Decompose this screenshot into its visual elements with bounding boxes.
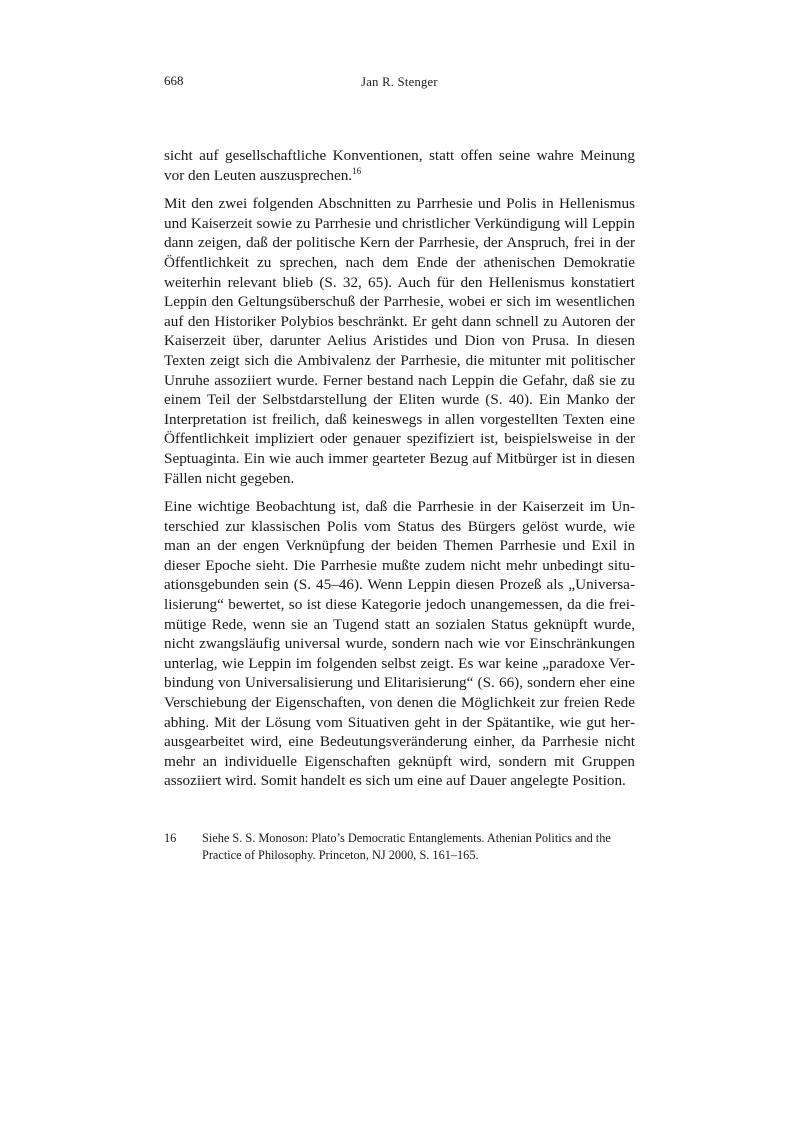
main-text <box>164 146 635 800</box>
paragraph-1-text: sicht auf gesellschaftliche Konventionen, statt offen seine wahre Meinung vor den Leuten auszusprechen. <box>164 147 635 184</box>
paragraph-1 <box>164 146 635 185</box>
running-head: Jan R. Stenger <box>361 75 438 89</box>
footnote-text: Siehe S. S. Monoson: Plato’s Democratic Entanglements. Athenian Politics and the Practice of Philosophy. Princeton, NJ 2000, S. 161–165. <box>202 831 611 862</box>
footnote <box>164 830 635 863</box>
paragraph-3: Eine wichtige Beobachtung ist, daß die Parrhesie in der Kaiserzeit im Unterschied zur klassischen Polis vom Status des Bürgers gelöst wurde, wie man an der engen Verknüpfung der beiden Themen Parrhesie und Exil in dieser Epoche sieht. Die Parrhesie mußte zudem nicht mehr unbedingt situationsgebunden sein (S. 45–46). Wenn Leppin diesen Prozeß als „Universalisierung“ bewertet, so ist diese Kategorie jedoch unangemessen, da die freimütige Rede, wenn sie an Tugend statt an sozialen Status geknüpft wurde, nicht zwangsläufig universal wurde, sondern nach wie vor Einschränkungen unterlag, wie Leppin im folgenden selbst zeigt. Es war keine „paradoxe Verbindung von Universalisierung und Elitarisierung“ (S. 66), sondern eher eine Verschiebung der Eigenschaften, von denen die Möglichkeit zur freien Rede abhing. Mit der Lösung vom Situativen geht in der Spätantike, wie gut herausgearbeitet wird, eine Bedeutungsveränderung einher, da Parrhesie nicht mehr an individuelle Eigenschaften geknüpft wird, sondern mit Gruppen assoziiert wird. Somit handelt es sich um eine auf Dauer angelegte Position. <box>164 498 635 790</box>
page-number: 668 <box>164 73 184 88</box>
footnote-reference[interactable]: 16 <box>352 165 362 176</box>
paragraph-2: Mit den zwei folgenden Abschnitten zu Parrhesie und Polis in Hellenismus und Kaiserzeit sowie zu Parrhesie und christlicher Verkündigung will Leppin dann zeigen, daß der politische Kern der Parrhesie, der Anspruch, frei in der Öffentlichkeit zu sprechen, nach dem Ende der athenischen Demokratie weiterhin relevant blieb (S. 32, 65). Auch für den Hellenismus konstatiert Leppin den Geltungsüberschuß der Parrhesie, wobei er sich im wesentlichen auf den Historiker Polybios beschränkt. Er geht dann schnell zu Autoren der Kaiserzeit über, darunter Aelius Aristides und Dion von Prusa. In diesen Texten zeigt sich die Ambivalenz der Parrhesie, die mitunter mit politischer Unruhe assoziiert wurde. Ferner bestand nach Leppin die Gefahr, daß sie zu einem Teil der Selbstdarstellung der Eliten wurde (S. 40). Ein Manko der Interpretation ist freilich, daß keineswegs in allen vorgestellten Texten eine Öffentlichkeit impliziert oder genauer spezifiziert ist, beispielsweise in der Septuaginta. Ein wie auch immer gearteter Bezug auf Mitbürger ist in diesen Fällen nicht gegeben. <box>164 195 635 487</box>
footnote-number: 16 <box>164 831 177 845</box>
